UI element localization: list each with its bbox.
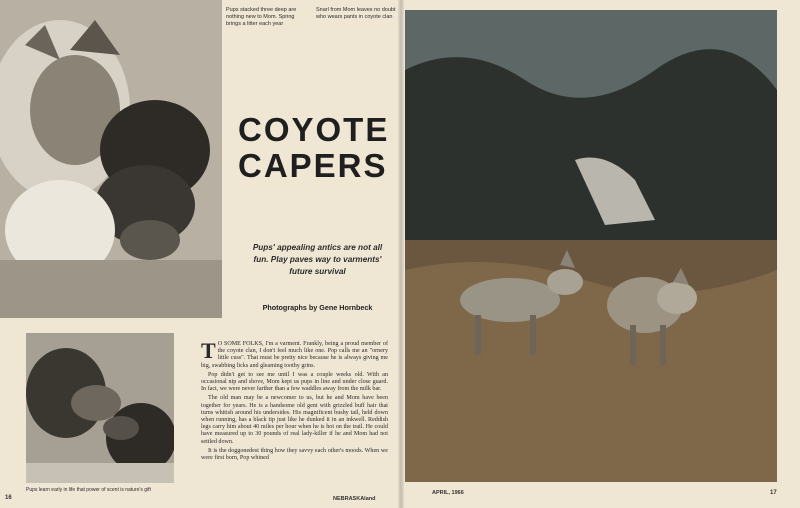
body-paragraph: It is the doggonedest thing how they savvy each other's moods. When we were first born, Pop whined	[201, 447, 388, 462]
body-paragraph: Pop didn't get to see me until I was a couple weeks old. With an occasional nip and shove, Mom kept us pups in line and under close guard. In fact, we were never farther than a few waddles away from the milk bar.	[201, 371, 388, 393]
caption-power-of-scent: Pups learn early in life that power of scent is nature's gift	[26, 487, 151, 493]
issue-date: APRIL, 1966	[432, 490, 464, 496]
magazine-name: NEBRASKAland	[333, 496, 376, 502]
two-coyotes-in-grass-photo	[405, 10, 777, 482]
caption-snarl-from-mom: Snarl from Mom leaves no doubt who wears pants in coyote clan	[316, 7, 396, 20]
caption-pups-stacked: Pups stacked three deep are nothing new to Mom. Spring brings a litter each year	[226, 7, 297, 27]
page-number-right: 17	[770, 490, 777, 496]
coyote-pups-sniffing-photo	[26, 333, 174, 483]
body-paragraph: T O SOME FOLKS, I'm a varment. Frankly, being a proud member of the coyote clan, I don't feel much like one. Pop calls me an "ornery little cuss". That must be pretty nice because he is always giving me big, swabbing licks and gleaming toothy grins.	[201, 338, 388, 369]
photo-credit-byline: Photographs by Gene Hornbeck	[262, 303, 373, 312]
coyote-mother-with-pups-photo	[0, 0, 222, 318]
drop-cap: T	[201, 338, 216, 363]
page-gutter	[398, 0, 404, 508]
body-paragraph: The old man may be a newcomer to us, but he and Mom have been together for years. He is a handsome old gent with grizzled buff hair that turns whitish around his undersides. His magnificent bushy tail, held down when running, has a black tip just like he dunked it in an inkwell. Reddish legs carry him about 40 miles per hour when he is hot on the trail. He could have measured up to 30 pounds of real lady-killer if he and Mom had not settled down.	[201, 395, 388, 445]
article-deck: Pups' appealing antics are not all fun. Play paves way to varments' future survival	[252, 243, 383, 276]
article-body	[201, 338, 388, 464]
article-title: COYOTE CAPERS	[238, 111, 390, 184]
page-number-left: 16	[5, 495, 12, 501]
